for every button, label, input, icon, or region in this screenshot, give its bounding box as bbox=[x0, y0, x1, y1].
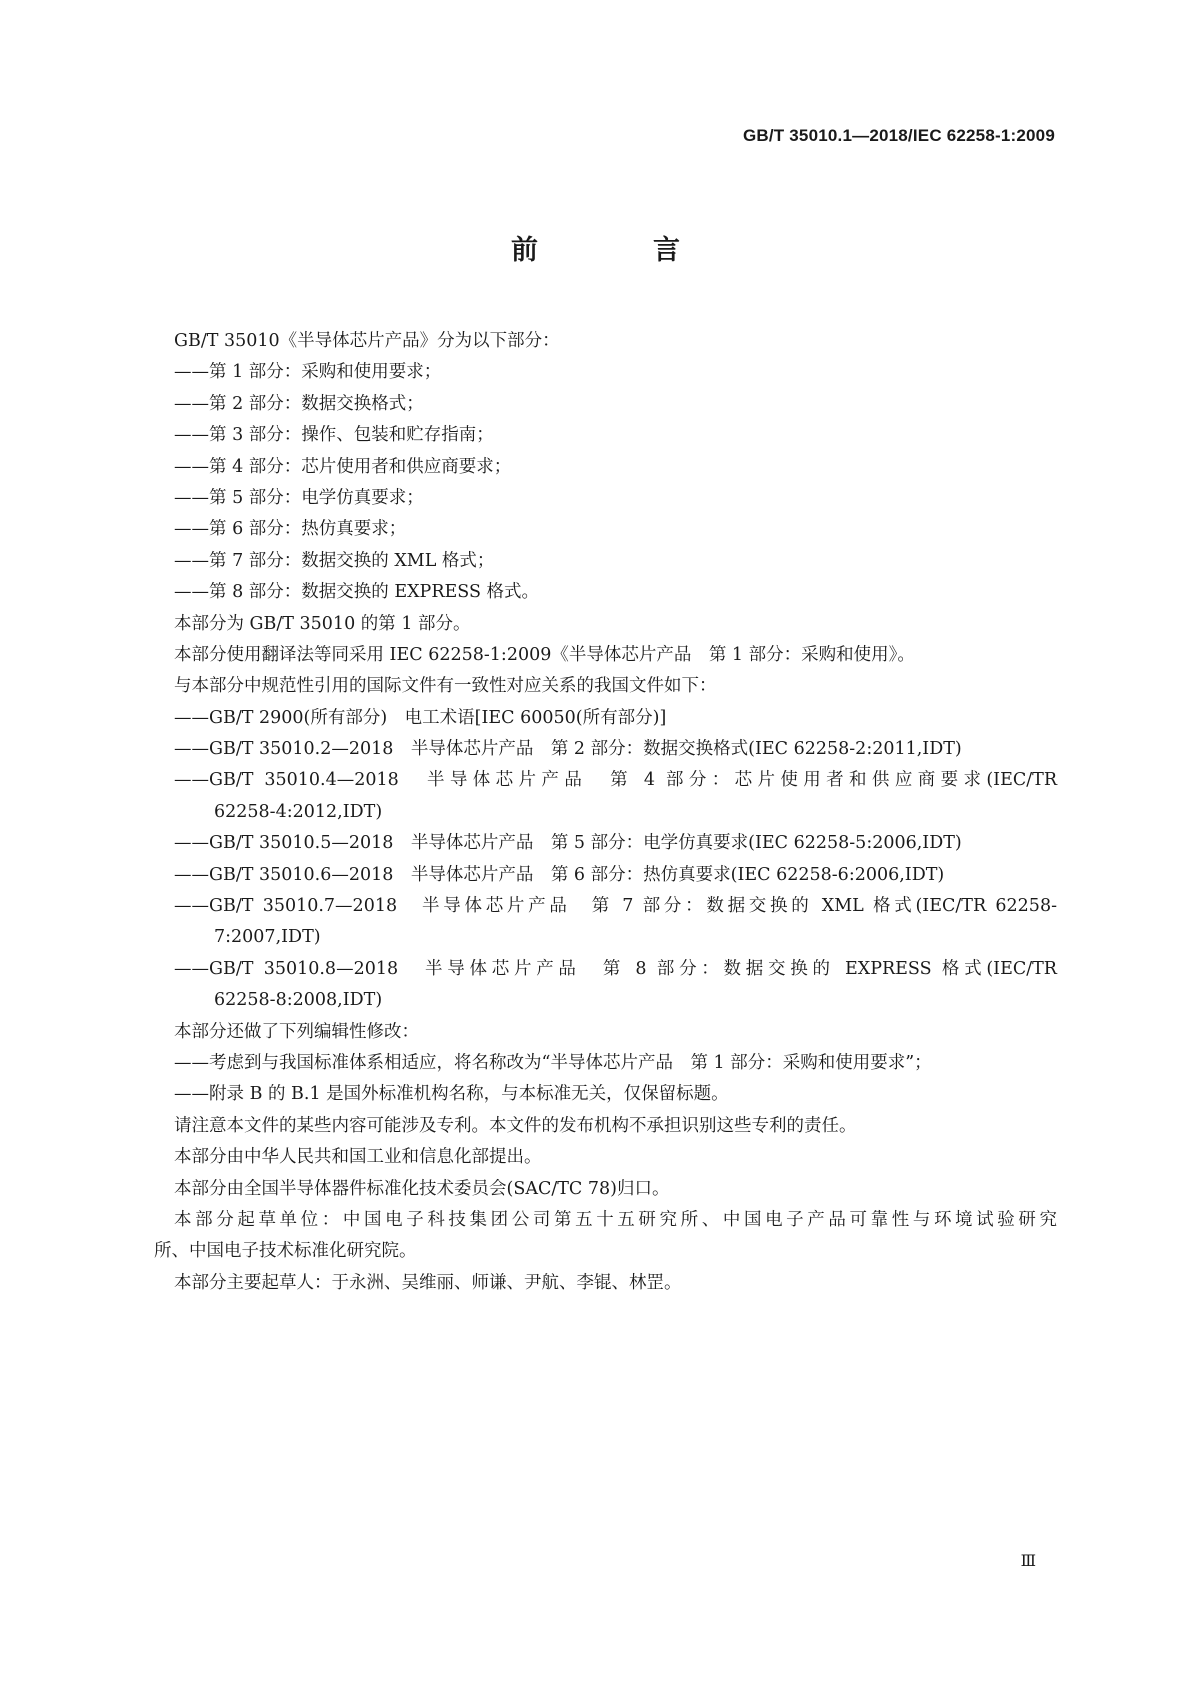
page-title: 前 言 bbox=[511, 235, 724, 266]
paragraph-line: 7:2007,IDT) bbox=[214, 927, 321, 948]
paragraph-line: ——第 2 部分：数据交换格式； bbox=[174, 393, 424, 414]
paragraph-line: 所、中国电子技术标准化研究院。 bbox=[154, 1241, 417, 1262]
paragraph-line: 62258-4:2012,IDT) bbox=[214, 801, 383, 822]
paragraph-line: GB/T 35010《半导体芯片产品》分为以下部分： bbox=[174, 331, 560, 351]
paragraph-line: ——GB/T 35010.6—2018 半导体芯片产品 第 6 部分：热仿真要求(IEC 62258-6:2006,IDT) bbox=[174, 864, 945, 885]
paragraph-line: 请注意本文件的某些内容可能涉及专利。本文件的发布机构不承担识别这些专利的责任。 bbox=[174, 1115, 857, 1136]
paragraph-line: 本部分使用翻译法等同采用 IEC 62258-1:2009《半导体芯片产品 第 1 部分：采购和使用》。 bbox=[174, 644, 915, 665]
paragraph-line: 本部分主要起草人：于永洲、吴维丽、师谦、尹航、李锟、林罡。 bbox=[174, 1272, 682, 1293]
paragraph-line: ——GB/T 35010.8—2018 半导体芯片产品 第 8 部分：数据交换的 EXPRESS 格式(IEC/TR bbox=[174, 958, 1057, 979]
paragraph-line: ——GB/T 35010.4—2018 半导体芯片产品 第 4 部分：芯片使用者和供应商要求(IEC/TR bbox=[174, 770, 1057, 791]
paragraph-line: 与本部分中规范性引用的国际文件有一致性对应关系的我国文件如下： bbox=[174, 676, 717, 697]
paragraph-line: ——第 8 部分：数据交换的 EXPRESS 格式。 bbox=[174, 582, 540, 603]
paragraph-line: ——第 4 部分：芯片使用者和供应商要求； bbox=[174, 456, 512, 477]
paragraph-line: 本部分还做了下列编辑性修改： bbox=[174, 1021, 419, 1042]
paragraph-line: ——GB/T 35010.2—2018 半导体芯片产品 第 2 部分：数据交换格式(IEC 62258-2:2011,IDT) bbox=[174, 739, 962, 760]
paragraph-line: ——第 7 部分：数据交换的 XML 格式； bbox=[174, 550, 495, 571]
paragraph-line: ——第 3 部分：操作、包装和贮存指南； bbox=[174, 425, 494, 446]
paragraph-line: 本部分由全国半导体器件标准化技术委员会(SAC/TC 78)归口。 bbox=[174, 1178, 670, 1199]
paragraph-line: ——GB/T 35010.5—2018 半导体芯片产品 第 5 部分：电学仿真要求(IEC 62258-5:2006,IDT) bbox=[174, 833, 962, 854]
paragraph-line: 本部分起草单位：中国电子科技集团公司第五十五研究所、中国电子产品可靠性与环境试验研究 bbox=[174, 1209, 1057, 1230]
paragraph-line: ——第 1 部分：采购和使用要求； bbox=[174, 362, 442, 383]
standard-number-header: GB/T 35010.1—2018/IEC 62258-1:2009 bbox=[742, 126, 1055, 145]
paragraph-line: 本部分由中华人民共和国工业和信息化部提出。 bbox=[174, 1147, 542, 1168]
paragraph-line: 62258-8:2008,IDT) bbox=[214, 990, 383, 1011]
page-number: Ⅲ bbox=[1020, 1551, 1036, 1570]
paragraph-line: ——附录 B 的 B.1 是国外标准机构名称，与本标准无关，仅保留标题。 bbox=[174, 1084, 729, 1105]
paragraph-line: ——第 6 部分：热仿真要求； bbox=[174, 519, 407, 540]
foreword-body bbox=[154, 326, 1057, 1299]
paragraph-line: 本部分为 GB/T 35010 的第 1 部分。 bbox=[174, 613, 471, 634]
paragraph-line: ——GB/T 35010.7—2018 半导体芯片产品 第 7 部分：数据交换的 XML 格式(IEC/TR 62258- bbox=[174, 896, 1057, 917]
paragraph-line: ——考虑到与我国标准体系相适应，将名称改为“半导体芯片产品 第 1 部分：采购和使用要求”； bbox=[174, 1052, 932, 1073]
paragraph-line: ——GB/T 2900(所有部分) 电工术语[IEC 60050(所有部分)] bbox=[174, 707, 667, 728]
paragraph-line: ——第 5 部分：电学仿真要求； bbox=[174, 487, 424, 508]
